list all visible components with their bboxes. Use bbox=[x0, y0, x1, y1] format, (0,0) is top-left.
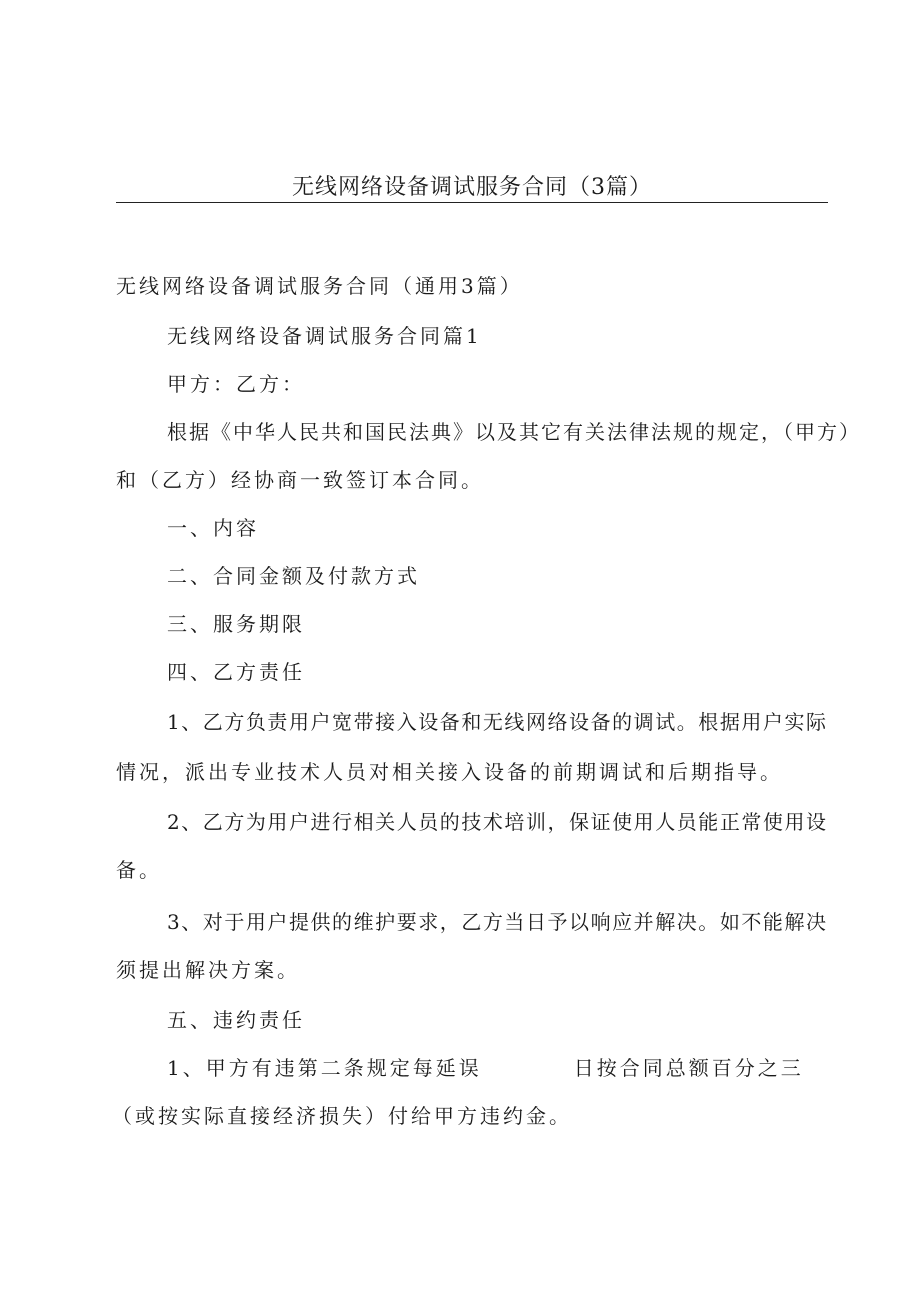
breach-1-part-a: 1、甲方有违第二条规定每延误 bbox=[167, 1056, 482, 1080]
duty-1-line-2: 情况，派出专业技术人员对相关接入设备的前期调试和后期指导。 bbox=[116, 760, 783, 784]
parties-line: 甲方：乙方： bbox=[167, 372, 305, 396]
clause-service-term: 三、服务期限 bbox=[167, 612, 305, 636]
clause-content: 一、内容 bbox=[167, 516, 259, 540]
title-underline bbox=[116, 202, 828, 203]
duty-3-line-2: 须提出解决方案。 bbox=[116, 958, 300, 982]
intro-line-1: 根据《中华人民共和国民法典》以及其它有关法律法规的规定，（甲方） bbox=[167, 420, 861, 444]
breach-1-line-2: （或按实际直接经济损失）付给甲方违约金。 bbox=[112, 1104, 572, 1128]
clause-breach-liability: 五、违约责任 bbox=[167, 1008, 305, 1032]
intro-line-2: 和（乙方）经协商一致签订本合同。 bbox=[116, 468, 484, 492]
duty-1-line-1: 1、乙方负责用户宽带接入设备和无线网络设备的调试。根据用户实际 bbox=[167, 710, 827, 734]
document-subtitle: 无线网络设备调试服务合同（通用3篇） bbox=[116, 274, 523, 298]
duty-2-line-2: 备。 bbox=[116, 858, 162, 882]
breach-1-part-b: 日按合同总额百分之三 bbox=[573, 1056, 804, 1080]
duty-2-line-1: 2、乙方为用户进行相关人员的技术培训，保证使用人员能正常使用设 bbox=[167, 810, 827, 834]
breach-1-line-1 bbox=[167, 1054, 804, 1082]
clause-party-b-duties: 四、乙方责任 bbox=[167, 660, 305, 684]
document-title: 无线网络设备调试服务合同（3篇） bbox=[292, 175, 652, 200]
clause-amount-payment: 二、合同金额及付款方式 bbox=[167, 564, 420, 588]
duty-3-line-1: 3、对于用户提供的维护要求，乙方当日予以响应并解决。如不能解决 bbox=[167, 910, 827, 934]
section-heading: 无线网络设备调试服务合同篇1 bbox=[167, 324, 482, 348]
